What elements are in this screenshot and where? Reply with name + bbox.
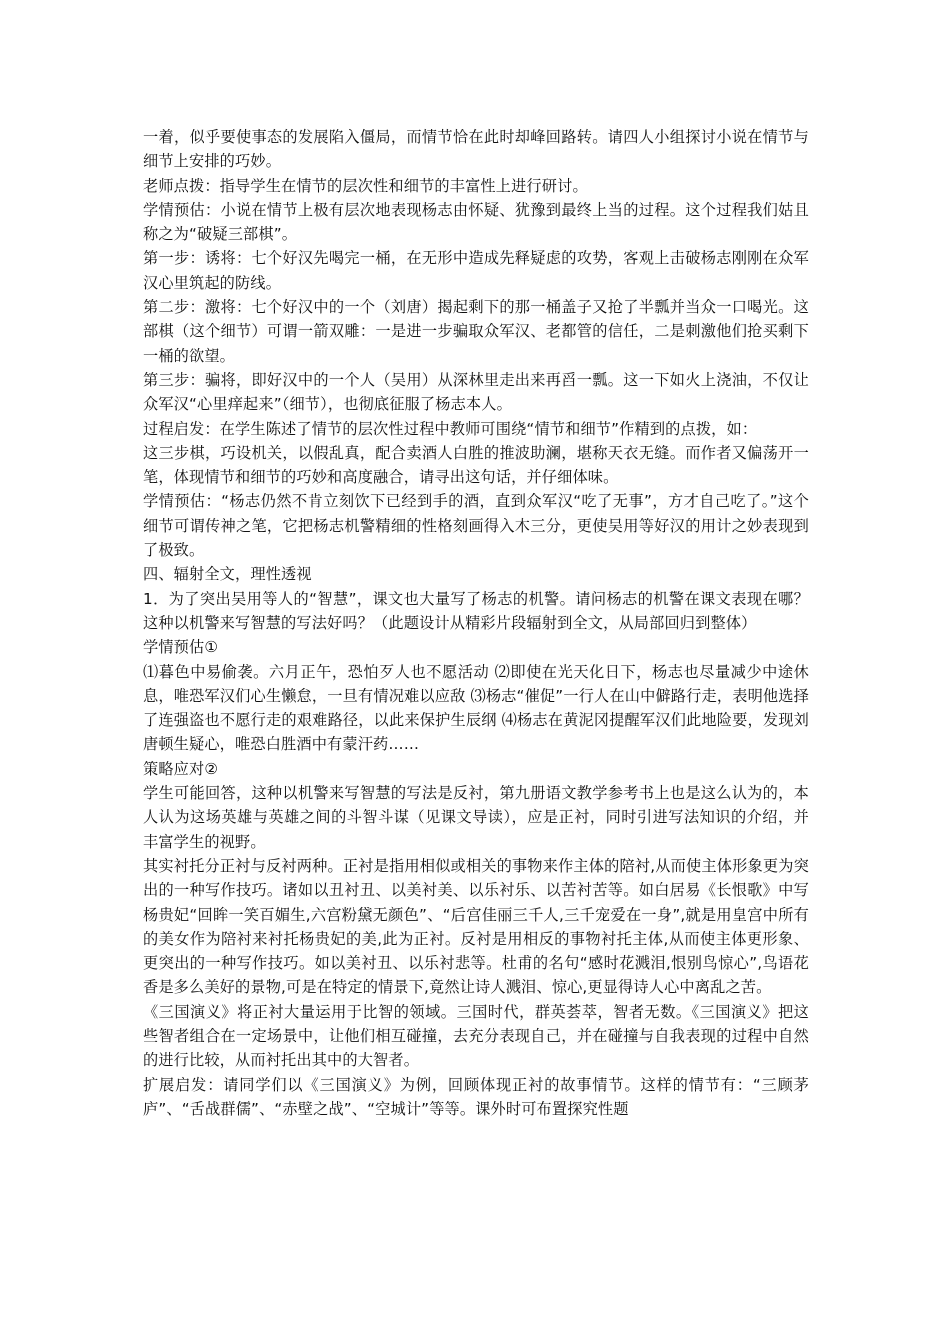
paragraph: 《三国演义》将正衬大量运用于比智的领域。三国时代，群英荟萃，智者无数。《三国演义》把这些智者组合在一定场景中，让他们相互碰撞，去充分表现自己，并在碰撞与自我表现的过程中自然的进行比较，从而衬托出其中的大智者。	[143, 1002, 809, 1070]
document-page	[143, 125, 809, 1121]
paragraph: 老师点拨：指导学生在情节的层次性和细节的丰富性上进行研讨。	[143, 176, 588, 195]
paragraph: 1．为了突出吴用等人的“智慧”，课文也大量写了杨志的机警。请问杨志的机警在课文表现在哪？这种以机警来写智慧的写法好吗？（此题设计从精彩片段辐射到全文，从局部回归到整体）	[143, 589, 809, 632]
subheading: 学情预估①	[143, 638, 219, 657]
section-heading: 四、辐射全文，理性透视	[143, 565, 312, 584]
paragraph: 过程启发：在学生陈述了情节的层次性过程中教师可围绕“情节和细节”作精到的点拨，如：	[143, 419, 758, 438]
paragraph: 学情预估：“杨志仍然不肯立刻饮下已经到手的酒，直到众军汉“吃了无事”，方才自己吃了。”这个细节可谓传神之笔，它把杨志机警精细的性格刻画得入木三分，更使吴用等好汉的用计之妙表现到了极致。	[143, 492, 809, 560]
paragraph: 学生可能回答，这种以机警来写智慧的写法是反衬，第九册语文教学参考书上也是这么认为的，本人认为这场英雄与英雄之间的斗智斗谋（见课文导读），应是正衬，同时引进写法知识的介绍，并丰富学生的视野。	[143, 784, 809, 851]
paragraph: 第二步：激将：七个好汉中的一个（刘唐）揭起剩下的那一桶盖子又抢了半瓢并当众一口喝光。这部棋（这个细节）可谓一箭双雕：一是进一步骗取众军汉、老都管的信任，二是刺激他们抢买剩下一桶的欲望。	[143, 298, 809, 365]
paragraph: ⑴暮色中易偷袭。六月正午，恐怕歹人也不愿活动 ⑵即使在光天化日下，杨志也尽量减少中途休息，唯恐军汉们心生懒怠，一旦有情况难以应敌 ⑶杨志“催促”一行人在山中僻路行走，表明他选择了连强盗也不愿行走的艰难路径，以此来保护生辰纲 ⑷杨志在黄泥冈提醒军汉们此地险要，发现刘唐顿生疑心，唯恐白胜酒中有蒙汗药……	[143, 662, 809, 754]
subheading: 策略应对②	[143, 759, 219, 778]
paragraph: 其实衬托分正衬与反衬两种。正衬是指用相似或相关的事物来作主体的陪衬,从而使主体形象更为突出的一种写作技巧。诸如以丑衬丑、以美衬美、以乐衬乐、以苦衬苦等。如白居易《长恨歌》中写杨贵妃“回眸一笑百媚生,六宫粉黛无颜色”、“后宫佳丽三千人,三千宠爱在一身”,就是用皇宫中所有的美女作为陪衬来衬托杨贵妃的美,此为正衬。反衬是用相反的事物衬托主体,从而使主体更形象、更突出的一种写作技巧。如以美衬丑、以乐衬悲等。杜甫的名句“感时花溅泪,恨别鸟惊心”,鸟语花香是多么美好的景物,可是在特定的情景下,竟然让诗人溅泪、惊心,更显得诗人心中离乱之苦。	[143, 856, 809, 997]
paragraph: 第三步：骗将，即好汉中的一个人（吴用）从深林里走出来再舀一瓢。这一下如火上浇油，不仅让众军汉“心里痒起来”（细节），也彻底征服了杨志本人。	[143, 370, 809, 414]
paragraph: 这三步棋，巧设机关，以假乱真，配合卖酒人白胜的推波助澜，堪称天衣无缝。而作者又偏荡开一笔，体现情节和细节的巧妙和高度融合，请寻出这句话，并仔细体味。	[143, 443, 809, 487]
paragraph: 学情预估：小说在情节上极有层次地表现杨志由怀疑、犹豫到最终上当的过程。这个过程我们姑且称之为“破疑三部棋”。	[143, 200, 809, 244]
paragraph: 一着，似乎要使事态的发展陷入僵局，而情节恰在此时却峰回路转。请四人小组探讨小说在情节与细节上安排的巧妙。	[143, 128, 809, 171]
paragraph: 第一步：诱将：七个好汉先喝完一桶，在无形中造成先释疑虑的攻势，客观上击破杨志刚刚在众军汉心里筑起的防线。	[143, 249, 809, 292]
paragraph: 扩展启发：请同学们以《三国演义》为例，回顾体现正衬的故事情节。这样的情节有：“三顾茅庐”、“舌战群儒”、“赤壁之战”、“空城计”等等。课外时可布置探究性题	[143, 1075, 809, 1118]
